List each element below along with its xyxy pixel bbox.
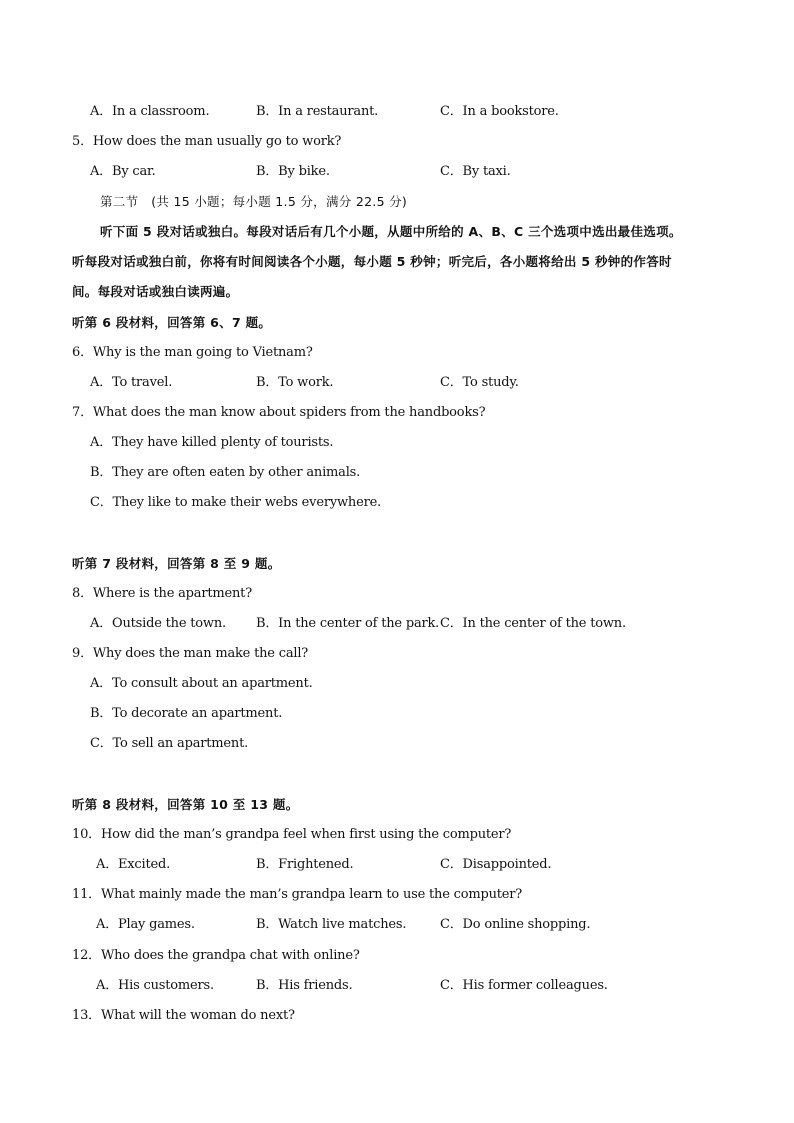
- q13-question: 13．What will the woman do next?: [72, 1008, 295, 1023]
- q5-option-b: B．By bike.: [256, 164, 330, 179]
- material7-header: 听第 7 段材料，回答第 8 至 9 题。: [72, 556, 281, 571]
- q7-option-c: C．They like to make their webs everywhere.: [90, 495, 382, 510]
- q6-option-c: C．To study.: [440, 375, 519, 390]
- q5-option-c: C．By taxi.: [440, 164, 511, 179]
- q10-option-b: B．Frightened.: [256, 857, 354, 872]
- q5-question: 5．How does the man usually go to work?: [72, 134, 342, 149]
- q11-option-b: B．Watch live matches.: [256, 917, 407, 932]
- q7-option-b: B．They are often eaten by other animals.: [90, 465, 361, 480]
- q9-question: 9．Why does the man make the call?: [72, 646, 309, 661]
- q6-question: 6．Why is the man going to Vietnam?: [72, 345, 313, 360]
- q5-option-a: A．By car.: [90, 164, 156, 179]
- q8-option-a: A．Outside the town.: [90, 616, 226, 631]
- q10-option-a: A．Excited.: [96, 857, 171, 872]
- q11-option-a: A．Play games.: [96, 917, 195, 932]
- q4-option-a: A．In a classroom.: [90, 104, 210, 119]
- q4-option-b: B．In a restaurant.: [256, 104, 379, 119]
- q11-option-c: C．Do online shopping.: [440, 917, 591, 932]
- q6-option-a: A．To travel.: [90, 375, 173, 390]
- q10-option-c: C．Disappointed.: [440, 857, 552, 872]
- q10-question: 10．How did the man’s grandpa feel when first using the computer?: [72, 827, 512, 842]
- q8-question: 8．Where is the apartment?: [72, 586, 252, 601]
- section2-title: 第二节 (共 15 小题；每小题 1.5 分，满分 22.5 分): [100, 194, 408, 209]
- q12-option-a: A．His customers.: [96, 978, 214, 993]
- section2-instruction-3: 间。每段对话或独白读两遍。: [72, 284, 239, 299]
- q11-question: 11．What mainly made the man’s grandpa learn to use the computer?: [72, 887, 523, 902]
- q7-option-a: A．They have killed plenty of tourists.: [90, 435, 334, 450]
- q12-option-c: C．His former colleagues.: [440, 978, 608, 993]
- section2-instruction-2: 听每段对话或独白前，你将有时间阅读各个小题，每小题 5 秒钟；听完后，各小题将给出 5 秒钟的作答时: [72, 254, 672, 269]
- material6-header: 听第 6 段材料，回答第 6、7 题。: [72, 315, 272, 330]
- q9-option-b: B．To decorate an apartment.: [90, 706, 283, 721]
- q8-option-c: C．In the center of the town.: [440, 616, 626, 631]
- q4-option-c: C．In a bookstore.: [440, 104, 559, 119]
- q9-option-c: C．To sell an apartment.: [90, 736, 249, 751]
- q7-question: 7．What does the man know about spiders from the handbooks?: [72, 405, 486, 420]
- q8-option-b: B．In the center of the park.: [256, 616, 440, 631]
- q9-option-a: A．To consult about an apartment.: [90, 676, 313, 691]
- q6-option-b: B．To work.: [256, 375, 334, 390]
- q12-question: 12．Who does the grandpa chat with online?: [72, 948, 360, 963]
- section2-instruction-1: 听下面 5 段对话或独白。每段对话后有几个小题，从题中所给的 A、B、C 三个选项中选出最佳选项。: [100, 224, 682, 239]
- q12-option-b: B．His friends.: [256, 978, 353, 993]
- material8-header: 听第 8 段材料，回答第 10 至 13 题。: [72, 797, 299, 812]
